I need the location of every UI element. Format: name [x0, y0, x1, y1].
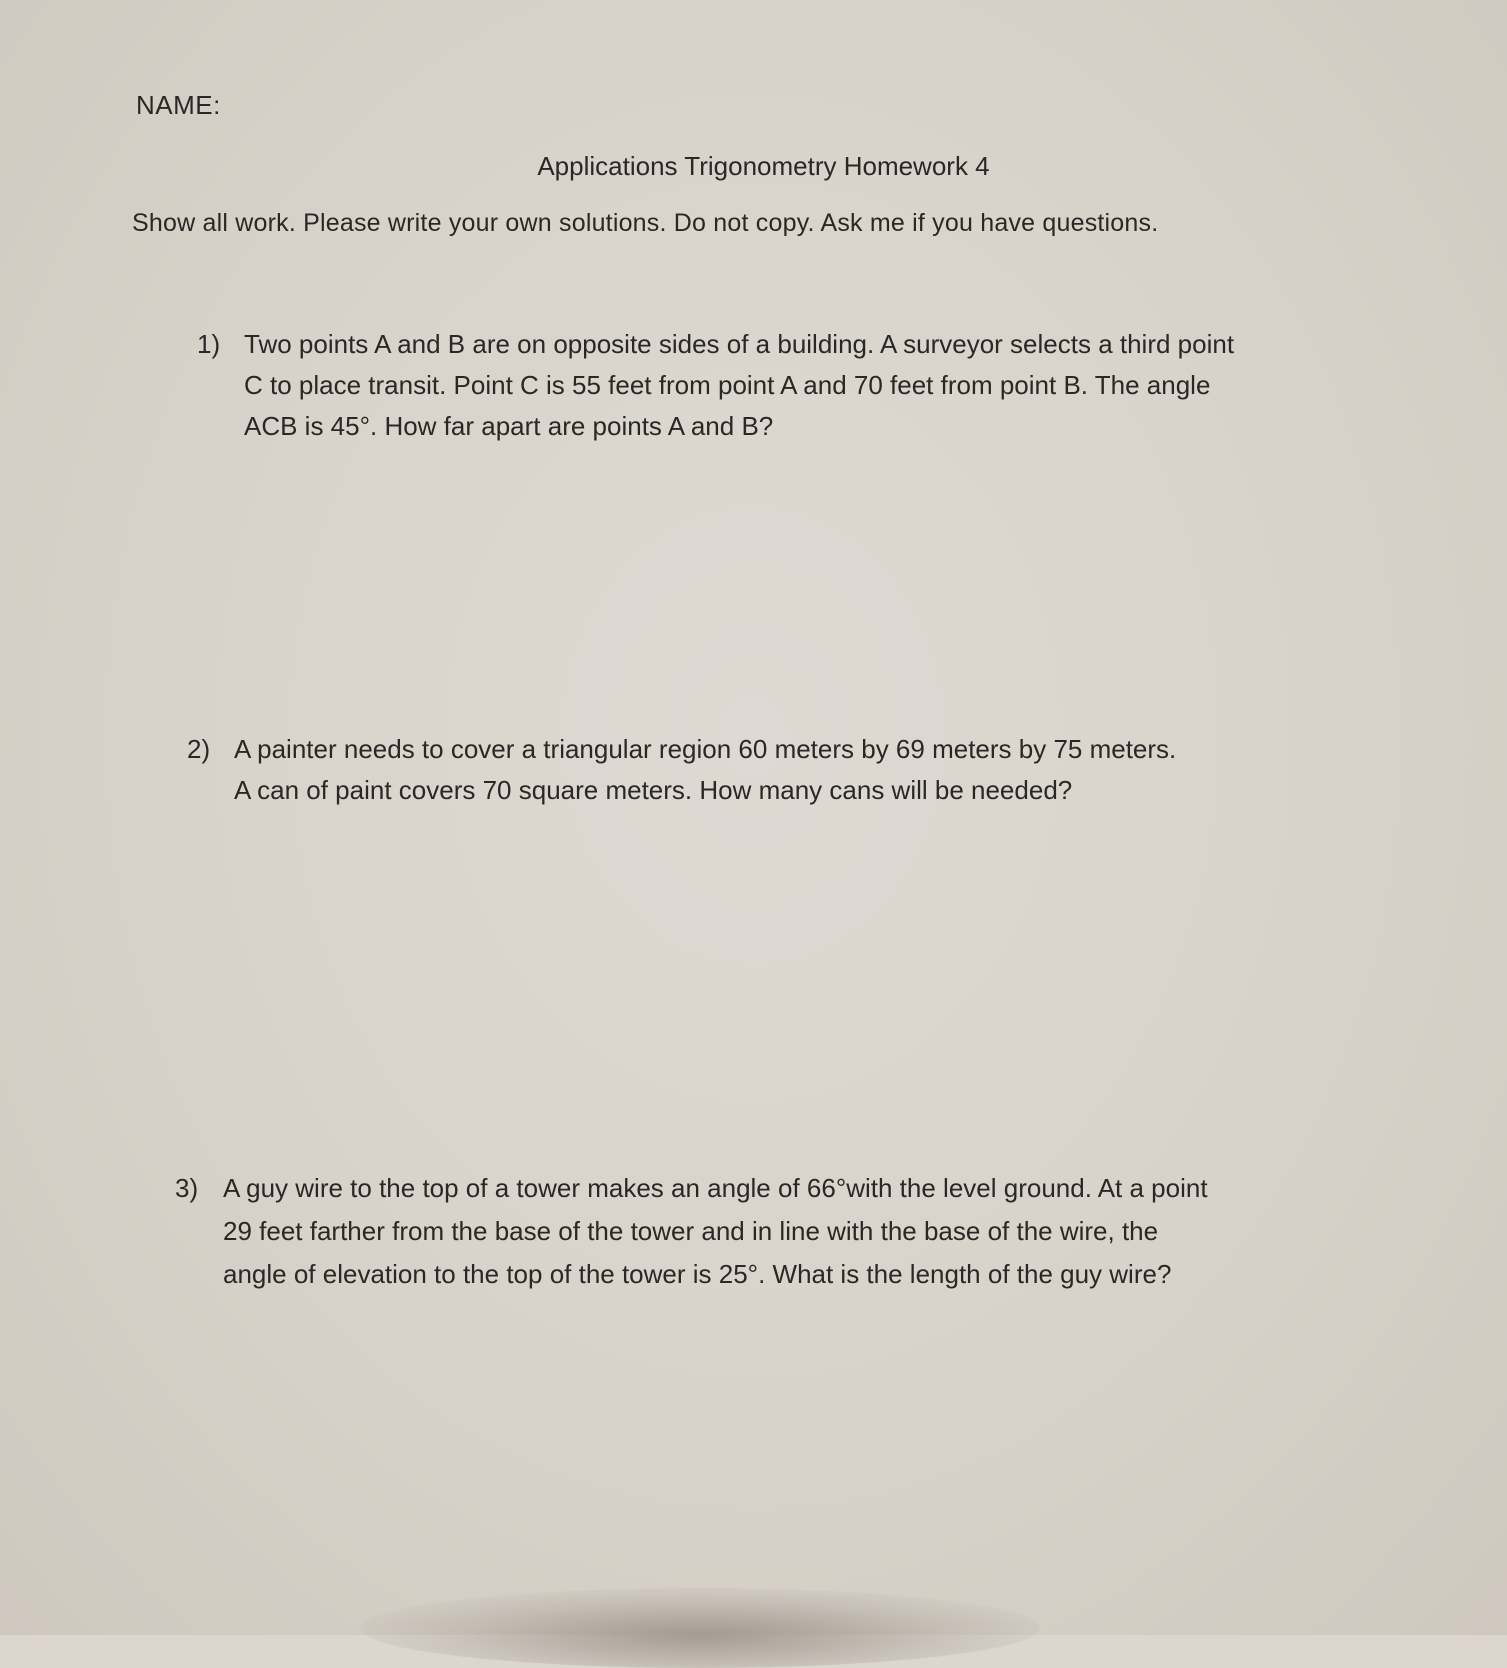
shadow — [360, 1588, 1040, 1668]
problem-line: A can of paint covers 70 square meters. How many cans will be needed? — [234, 775, 1073, 805]
problem-text — [244, 324, 1234, 447]
instructions: Show all work. Please write your own solutions. Do not copy. Ask me if you have questions. — [132, 209, 1159, 237]
problem-line: ACB is 45°. How far apart are points A and B? — [244, 411, 774, 441]
problem-text — [234, 729, 1176, 811]
problem-number: 2) — [187, 734, 211, 764]
problem-line: Two points A and B are on opposite sides of a building. A surveyor selects a third point — [244, 329, 1235, 359]
problem-line: angle of elevation to the top of the tower is 25°. What is the length of the guy wire? — [223, 1259, 1172, 1289]
name-label: NAME: — [136, 90, 221, 120]
problem-line: A painter needs to cover a triangular region 60 meters by 69 meters by 75 meters. — [234, 734, 1177, 764]
problem-text — [223, 1167, 1208, 1296]
problem-line: C to place transit. Point C is 55 feet from point A and 70 feet from point B. The angle — [244, 370, 1211, 400]
problem-line: 29 feet farther from the base of the tower and in line with the base of the wire, the — [223, 1216, 1159, 1246]
problem-line: A guy wire to the top of a tower makes an angle of 66°with the level ground. At a point — [223, 1173, 1208, 1203]
problem-number: 1) — [197, 329, 221, 359]
problem-number: 3) — [175, 1173, 199, 1203]
page-title: Applications Trigonometry Homework 4 — [537, 151, 990, 181]
